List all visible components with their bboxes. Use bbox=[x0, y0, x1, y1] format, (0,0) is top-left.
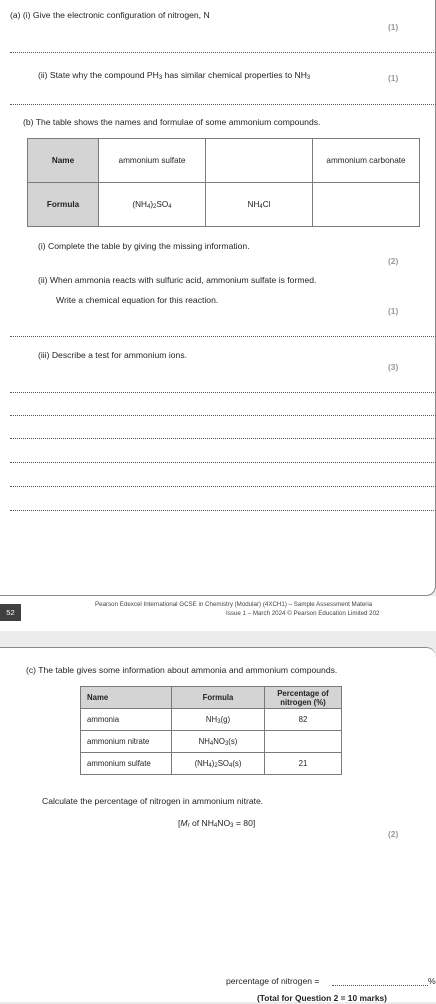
footer-text: Pearson Edexcel International GCSE in Chemistry (Modular) (4XCH1) – Sample Assessment Materia bbox=[95, 601, 373, 608]
answer-line-b-iii[interactable] bbox=[10, 486, 436, 487]
question-b-ii: (ii) When ammonia reacts with sulfuric acid, ammonium sulfate is formed. bbox=[38, 275, 317, 285]
formula-cell: $NH_4Cl$ bbox=[206, 183, 313, 227]
ammonium-compounds-table bbox=[27, 138, 420, 227]
header-percentage: Percentage of nitrogen (%) bbox=[265, 687, 342, 709]
answer-label: percentage of nitrogen = bbox=[226, 976, 320, 986]
header-name: Name bbox=[81, 687, 172, 709]
question-a-ii: (ii) State why the compound $PH_3$ has similar chemical properties to $NH_3$ bbox=[38, 70, 311, 81]
mark-b-ii: (1) bbox=[388, 306, 399, 316]
compound-name: ammonia bbox=[81, 709, 172, 731]
percentage-cell: 82 bbox=[265, 709, 342, 731]
mark-a-ii: (1) bbox=[388, 73, 399, 83]
name-cell: ammonium sulfate bbox=[99, 139, 206, 183]
formula-cell: $(NH_4)_2SO_4$ bbox=[99, 183, 206, 227]
relative-formula-mass: [$M_r$ of $NH_4NO_3 = 80$] bbox=[178, 818, 256, 829]
compound-formula: $NH_3(g)$ bbox=[172, 709, 265, 731]
answer-line-a-i[interactable] bbox=[10, 52, 436, 53]
answer-line-b-iii[interactable] bbox=[10, 438, 436, 439]
answer-unit: % bbox=[428, 976, 436, 986]
question-a-i: (a) (i) Give the electronic configuration of nitrogen, N bbox=[10, 10, 210, 20]
nitrogen-percentage-table bbox=[80, 686, 342, 775]
mark-a-i: (1) bbox=[388, 22, 399, 32]
total-marks: (Total for Question 2 = 10 marks) bbox=[257, 993, 387, 1003]
formula-header: Formula bbox=[28, 183, 99, 227]
mark-b-iii: (3) bbox=[388, 362, 399, 372]
compound-name: ammonium nitrate bbox=[81, 731, 172, 753]
answer-line-c[interactable] bbox=[332, 985, 428, 986]
percentage-cell: 21 bbox=[265, 753, 342, 775]
name-header: Name bbox=[28, 139, 99, 183]
footer-text: Issue 1 – March 2024 © Pearson Education Limited 202 bbox=[226, 610, 380, 617]
question-b: (b) The table shows the names and formulae of some ammonium compounds. bbox=[23, 117, 321, 127]
answer-line-b-iii[interactable] bbox=[10, 392, 436, 393]
mark-c: (2) bbox=[388, 829, 399, 839]
question-c: (c) The table gives some information about ammonia and ammonium compounds. bbox=[26, 665, 338, 675]
formula-cell-blank[interactable] bbox=[313, 183, 420, 227]
question-b-iii: (iii) Describe a test for ammonium ions. bbox=[38, 350, 188, 360]
name-cell-blank[interactable] bbox=[206, 139, 313, 183]
header-formula: Formula bbox=[172, 687, 265, 709]
question-c-calc: Calculate the percentage of nitrogen in ammonium nitrate. bbox=[42, 796, 264, 806]
question-b-i: (i) Complete the table by giving the missing information. bbox=[38, 241, 250, 251]
compound-formula: $NH_4NO_3(s)$ bbox=[172, 731, 265, 753]
answer-line-a-ii[interactable] bbox=[10, 104, 436, 105]
compound-formula: $(NH_4)_2SO_4(s)$ bbox=[172, 753, 265, 775]
name-cell: ammonium carbonate bbox=[313, 139, 420, 183]
compound-name: ammonium sulfate bbox=[81, 753, 172, 775]
question-b-ii-instruction: Write a chemical equation for this reaction. bbox=[56, 295, 219, 305]
answer-line-b-ii[interactable] bbox=[10, 336, 436, 337]
answer-line-b-iii[interactable] bbox=[10, 462, 436, 463]
page-number: 52 bbox=[0, 604, 21, 621]
answer-line-b-iii[interactable] bbox=[10, 415, 436, 416]
percentage-cell-blank[interactable] bbox=[265, 731, 342, 753]
mark-b-i: (2) bbox=[388, 256, 399, 266]
answer-line-b-iii[interactable] bbox=[10, 510, 436, 511]
